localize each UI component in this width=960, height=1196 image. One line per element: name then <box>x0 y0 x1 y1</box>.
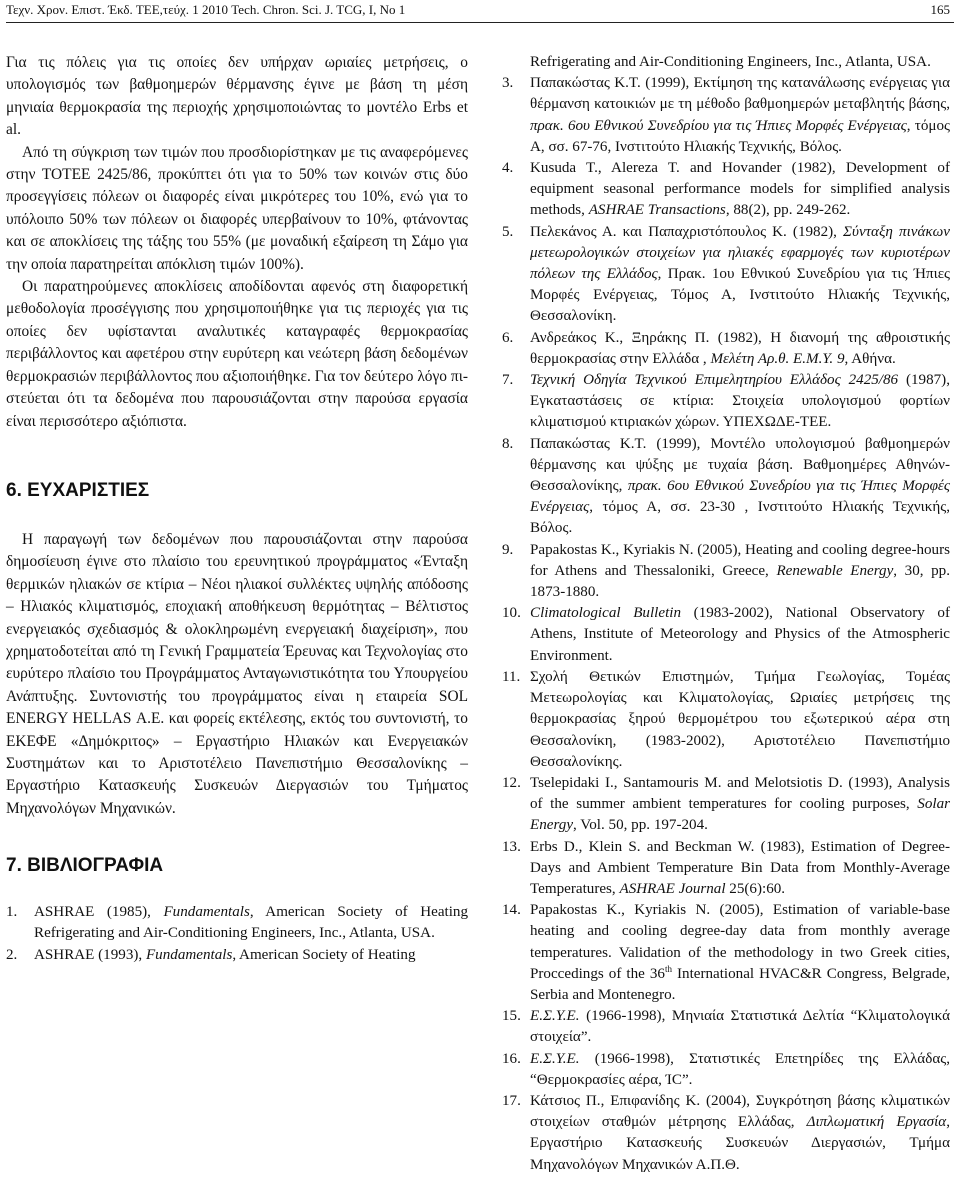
reference-item: 5. Πελεκάνος Α. και Παπαχριστόπουλος Κ. (1982), Σύνταξη πινάκων μετεωρολογικών στοιχείων για ηλιακές εφαρμογές των κυριοτέρων πόλεων της Ελλάδος, Πρακ. 1ου Εθνικού Συνεδρίου για τις Ήπιες Μορφές Ενέργειας, Τόμος Α, Ινστιτούτο Ηλιακής Τεχνικής, Θεσσαλονίκη. <box>502 223 951 325</box>
reference-item: 14. Papakostas K., Kyriakis N. (2005), Estimation of variable-base heating and cooling degree-day data from monthly average temperatures. Validation of the methodology in two Greek cities, Proccedings of the 36th International HVAC&R Congress, Belgrade, Serbia and Montenegro. <box>502 902 951 1003</box>
reference-item: 17. Κάτσιος Π., Επιφανίδης Κ. (2004), Συγκρότηση βάσης κλιματικών στοιχείων σταθμών μέτρησης Ελλάδας, Διπλωματική Εργασία, Εργαστήριο Κατασκευής Συσκευών Διεργασιών, Τμήμα Μηχανολόγων Μηχανικών Α.Π.Θ. <box>502 1092 950 1173</box>
page-number: 165 <box>930 2 950 17</box>
reference-item: 13. Erbs D., Klein S. and Beckman W. (1983), Estimation of Degree-Days and Ambient Temperature Bin Data from Monthly-Average Temperatures, ASHRAE Journal 25(6):60. <box>502 838 950 897</box>
reference-item: 9. Papakostas K., Kyriakis N. (2005), Heating and cooling degree-hours for Athens and Thessaloniki, Greece, Renewable Energy, 30, pp. 1873-1880. <box>502 541 951 601</box>
reference-item: 6. Ανδρεάκος Κ., Ξηράκης Π. (1982), Η διανομή της αθροιστικής θερμοκρασίας στην Ελλάδα , Μελέτη Αρ.θ. Ε.Μ.Υ. 9, Αθήνα. <box>502 329 950 367</box>
paragraph: Οι παρατηρούμενες αποκλίσεις αποδίδονται αφενός στη διαφορετική μεθοδολογία προσέγγισης που χρησιμοποιήθηκε για τις περιοχές για τις οποίες δεν υφίστανται αναλυτικές καταγραφές θερμοκρασίας περιβάλλοντος και αφετέρου στην ευρύτερη και νεώτερη βάση δεδομένων θερμοκρασιών περιβάλλοντος που αξιοποιήθηκε. Για τον δεύτερο λόγο πιστεύεται ότι τα δεδομένα που παρουσιάζονται στην παρούσα εργασία είναι περισσότερο αξιόπιστα. <box>6 278 468 430</box>
acknowledgements-text: Η παραγωγή των δεδομένων που παρουσιάζονται στην παρούσα δημοσίευση έγινε στο πλαίσιο του ερευνητικού προγράμματος «Ένταξη θερμικών ηλιακών σε κτίρια – Νέοι ηλιακοί συλλέκτες υψηλής απόδοσης – Ηλιακός κλιματισμός, εποχιακή αποθήκευση θερμότητας – Βέλτιστος ενεργειακός σχεδιασμός & ολοκληρωμένη ενεργειακή διαχείριση», που χρηματοδοτείται από τη Γενική Γραμματεία Έρευνας και Τεχνολογίας στο ευρύτερο πλαίσιο του Προγράμματος Ανταγωνιστικότητα του Υπουργείου Ανάπτυξης. Συντονιστής του προγράμματος είναι η εταιρεία SOL ENERGY HELLAS Α.Ε. και φορείς εκτέλεσης, εκτός του συντονιστή, το ΕΚΕΦΕ «Δημόκριτος» – Εργαστήριο Ηλιακών και Ενεργειακών Συστημάτων και το Αριστοτέλειο Πανεπιστήμιο Θεσσαλονίκης – Εργαστήριο Κατασκευής Συσκευών Διεργασιών του Τμήματος Μηχανολόγων Μηχανικών. <box>6 530 468 817</box>
reference-item: 10. Climatological Bulletin (1983-2002), National Observatory of Athens, Institute of Meteorology and Physics of the Atmospheric Environment. <box>502 605 951 664</box>
reference-item: 1. ASHRAE (1985), Fundamentals, American Society of Heating Refrigerating and Air-Conditioning Engineers, Inc., Atlanta, USA. <box>6 904 468 942</box>
page-header <box>6 0 954 28</box>
reference-item: 7. Τεχνική Οδηγία Τεχνικού Επιμελητηρίου Ελλάδος 2425/86 (1987), Εγκαταστάσεις σε κτίρια: Στοιχεία υπολογισμού φορτίων κλιματισμού κτιριακών χώρων. ΥΠΕΧΩΔΕ-ΤΕΕ. <box>502 372 950 431</box>
header-rule <box>6 22 954 23</box>
reference-item: 16. Ε.Σ.Υ.Ε. (1966-1998), Στατιστικές Επετηρίδες της Ελλάδας, “Θερμοκρασίες αέρα, ΊC”. <box>502 1050 950 1088</box>
reference-item: 15. Ε.Σ.Υ.Ε. (1966-1998), Μηνιαία Στατιστικά Δελτία “Κλιματολογικά στοιχεία”. <box>502 1008 950 1046</box>
reference-item: 12. Tselepidaki I., Santamouris M. and Melotsiotis D. (1993), Analysis of the summer ambient temperatures for cooling purposes, Solar Energy, Vol. 50, pp. 197-204. <box>502 774 950 834</box>
reference-item: 4. Kusuda T., Alereza T. and Hovander (1982), Development of equipment seasonal performance models for simplified analysis methods, ASHRAE Transactions, 88(2), pp. 249-262. <box>502 160 950 219</box>
reference-continuation: Refrigerating and Air-Conditioning Engineers, Inc., Atlanta, USA. <box>530 54 931 70</box>
section-title-acknowledgements: 6. ΕΥΧΑΡΙΣΤΙΕΣ <box>6 479 150 501</box>
left-column <box>6 52 468 966</box>
right-column <box>502 52 950 1176</box>
reference-list <box>6 902 468 966</box>
reference-list <box>502 73 950 1176</box>
section-title-references: 7. ΒΙΒΛΙΟΓΡΑΦΙΑ <box>6 855 164 877</box>
journal-header: Τεχν. Χρον. Επιστ. Έκδ. ΤΕΕ,τεύχ. 1 2010 Tech. Chron. Sci. J. TCG, I, No 1 <box>6 2 406 17</box>
paragraph: Για τις πόλεις για τις οποίες δεν υπήρχαν ωριαίες μετρήσεις, ο υπολογισμός των βαθμοημερών θέρμανσης έγινε με βάση τη μέση μηνιαία θερμοκρασία της περιοχής χρησιμοποιώντας το μοντέλο Erbs et al. <box>6 54 468 139</box>
reference-item: 8. Παπακώστας Κ.Τ. (1999), Μοντέλο υπολογισμού βαθμοημερών θέρμανσης και ψύξης με τυχαία βάση. Βαθμοημέρες Αθηνών-Θεσσαλονίκης, πρακ. 6ου Εθνικού Συνεδρίου για τις Ήπιες Μορφές Ενέργειας, τόμος Α, σσ. 23-30 , Ινστιτούτο Ηλιακής Τεχνικής, Βόλος. <box>502 435 950 537</box>
paragraph: Από τη σύγκριση των τιμών που προσδιορίστηκαν με τις αναφερόμενες στην ΤΟΤΕΕ 2425/86, προκύπτει ότι για το 50% των κοινών στις δύο προσεγγίσεις πόλεων οι διαφορές είναι μικρότερες του 10%, ενώ για το υπόλοιπο 50% των πόλεων οι διαφορές υπερβαίνουν το 10%, φτάνοντας και σε αποκλίσεις της τάξης του 55% (με μοναδική εξαίρεση τη Σάμο για την οποία παρατηρείται απόκλιση τιμών 100%). <box>6 143 468 273</box>
reference-item: 2. ASHRAE (1993), Fundamentals, American Society of Heating <box>6 946 416 963</box>
reference-item: 11. Σχολή Θετικών Επιστημών, Τμήμα Γεωλογίας, Τομέας Μετεωρολογίας και Κλιματολογίας, Ωριαίες μετρήσεις της θερμοκρασίας ξηρού θερμομέτρου του εξωτερικού αέρα στη Θεσσαλονίκη, (1983-2002), Αριστοτέλειο Πανεπιστήμιο Θεσσαλονίκης. <box>502 668 950 770</box>
reference-item: 3. Παπακώστας Κ.Τ. (1999), Εκτίμηση της κατανάλωσης ενέργειας για θέρμανση κατοικιών με τη μέθοδο βαθμοημερών μεταβλητής βάσης, πρακ. 6ου Εθνικού Συνεδρίου για τις Ήπιες Μορφές Ενέργειας, τόμος Α, σσ. 67-76, Ινστιτούτο Ηλιακής Τεχνικής, Βόλος. <box>502 75 950 155</box>
